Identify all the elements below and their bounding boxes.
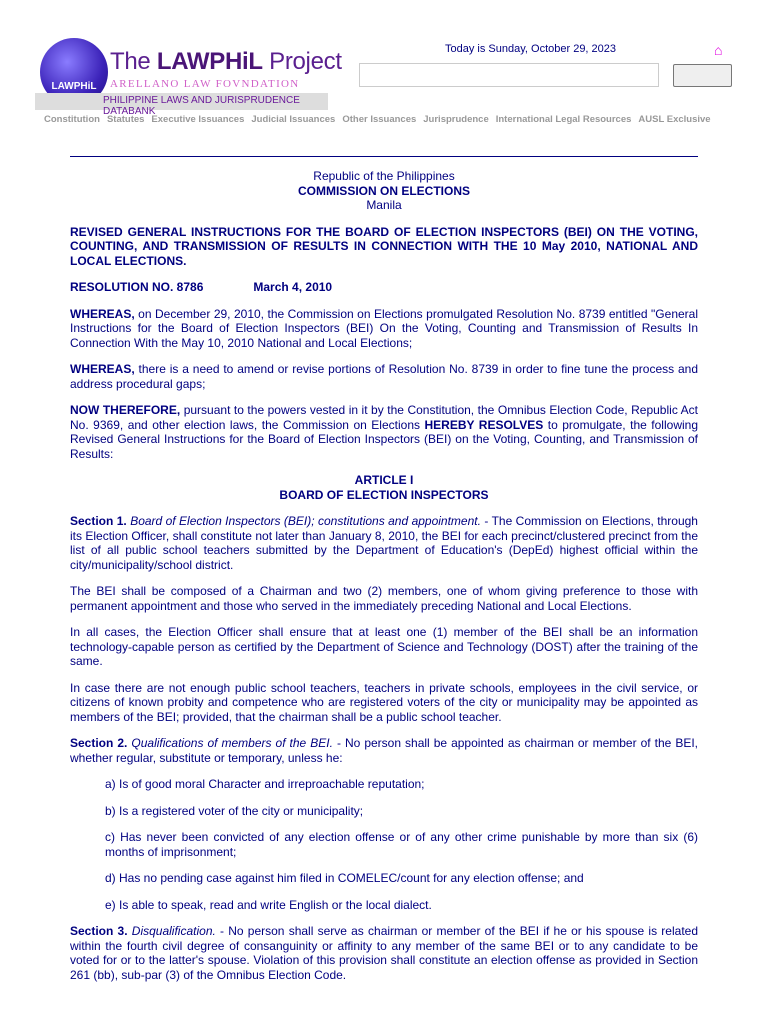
paragraph: In case there are not enough public school teachers, teachers in private schools, employees in the civil service, or citizens of known probity and competence who are registered voters of the city or municipality may be appointed as members of the BEI; provided, that the chairman shall be a public school teacher. [70, 680, 698, 724]
paragraph: In all cases, the Election Officer shall ensure that at least one (1) member of the BEI shall be an information technology-capable person as certified by the Department of Science and Technology (DOST) after the training of the same. [70, 625, 698, 668]
site-header [0, 0, 768, 140]
whereas-1: WHEREAS, on December 29, 2010, the Commission on Elections promulgated Resolution No. 8739 entitled "General Instructions for the Board of Election Inspectors (BEI) On the Voting, Counting and Transmission of Results In Connection With the May 10, 2010 National and Local Elections; [70, 306, 698, 350]
heading-republic: Republic of the Philippines [313, 169, 455, 183]
nav-ausl[interactable]: AUSL Exclusive [638, 114, 711, 125]
section-1: Section 1. Board of Election Inspectors (BEI); constitutions and appointment. - The Commission on Elections, through its Election Officer, shall constitute not later than January 8, 2010, the BEI for each precinct/clustered precinct from the list of all public school teachers submitted by the Department of Education's (DepEd) highest official within the city/municipality/school district. [70, 514, 698, 572]
list-item: a) Is of good moral Character and irreproachable reputation; [105, 777, 425, 791]
nav-judicial[interactable]: Judicial Issuances [251, 114, 336, 125]
document-title: REVISED GENERAL INSTRUCTIONS FOR THE BOARD OF ELECTION INSPECTORS (BEI) ON THE VOTING, COUNTING, AND TRANSMISSION OF RESULTS IN CONNECTION WITH THE 10 May 2010, NATIONAL AND LOCAL ELECTIONS. [70, 224, 698, 268]
divider [70, 156, 698, 157]
now-therefore: NOW THEREFORE, pursuant to the powers vested in it by the Constitution, the Omnibus Election Code, Republic Act No. 9369, and other election laws, the Commission on Elections HEREBY RESOLVES to promulgate, the following Revised General Instructions for the Board of Election Inspectors (BEI) on the Voting, Counting, and Transmission of Results: [70, 403, 699, 461]
list-item: d) Has no pending case against him filed in COMELEC/count for any election offense; and [105, 871, 584, 885]
search-button[interactable] [673, 64, 732, 87]
document-body [70, 169, 698, 994]
whereas-2: WHEREAS, there is a need to amend or revise portions of Resolution No. 8739 in order to fine tune the process and address procedural gaps; [70, 362, 698, 391]
site-subtitle: ARELLANO LAW FOVNDATION [110, 78, 300, 90]
list-item: b) Is a registered voter of the city or municipality; [105, 803, 364, 818]
home-icon[interactable]: ⌂ [714, 42, 723, 58]
lawphil-logo[interactable]: LAWPHiL [40, 38, 108, 106]
nav-executive[interactable]: Executive Issuances [151, 114, 245, 125]
article-title: BOARD OF ELECTION INSPECTORS [279, 487, 489, 502]
nav-jurisprudence[interactable]: Jurisprudence [423, 114, 489, 125]
article-heading: ARTICLE I [354, 473, 414, 487]
search-input[interactable] [359, 63, 659, 87]
databank-bar: PHILIPPINE LAWS AND JURISPRUDENCE DATABANK [35, 93, 328, 110]
section-2: Section 2. Qualifications of members of the BEI. - No person shall be appointed as chairman or member of the BEI, whether regular, substitute or temporary, unless he: [70, 736, 699, 765]
nav-constitution[interactable]: Constitution [44, 114, 100, 125]
list-item: e) Is able to speak, read and write English or the local dialect. [105, 897, 432, 912]
site-title: The LAWPHiL Project [110, 48, 342, 75]
paragraph: The BEI shall be composed of a Chairman and two (2) members, one of whom giving preference to those with permanent appointment and those who served in the immediately preceding National and Local Elections. [70, 584, 698, 613]
resolution-number: RESOLUTION NO. 8786 March 4, 2010 [70, 280, 333, 294]
heading-comelec: COMMISSION ON ELECTIONS [297, 183, 470, 198]
section-3: Section 3. Disqualification. - No person shall serve as chairman or member of the BEI if he or his spouse is related within the fourth civil degree of consanguinity or affinity to any member of the same BEI or to any candidate to be voted for or to the latter's spouse. Violation of this provision shall constitute an election offense as provided in Section 261 (bb), sub-par (3) of the Omnibus Election Code. [70, 924, 698, 982]
nav-statutes[interactable]: Statutes [106, 114, 145, 125]
list-item: c) Has never been convicted of any election offense or of any other crime punishable by more than six (6) months of imprisonment; [105, 830, 698, 859]
nav-international[interactable]: International Legal Resources [495, 114, 632, 125]
nav-other[interactable]: Other Issuances [342, 114, 417, 125]
heading-manila: Manila [366, 198, 402, 212]
main-nav [44, 114, 718, 125]
today-date: Today is Sunday, October 29, 2023 [445, 43, 617, 55]
